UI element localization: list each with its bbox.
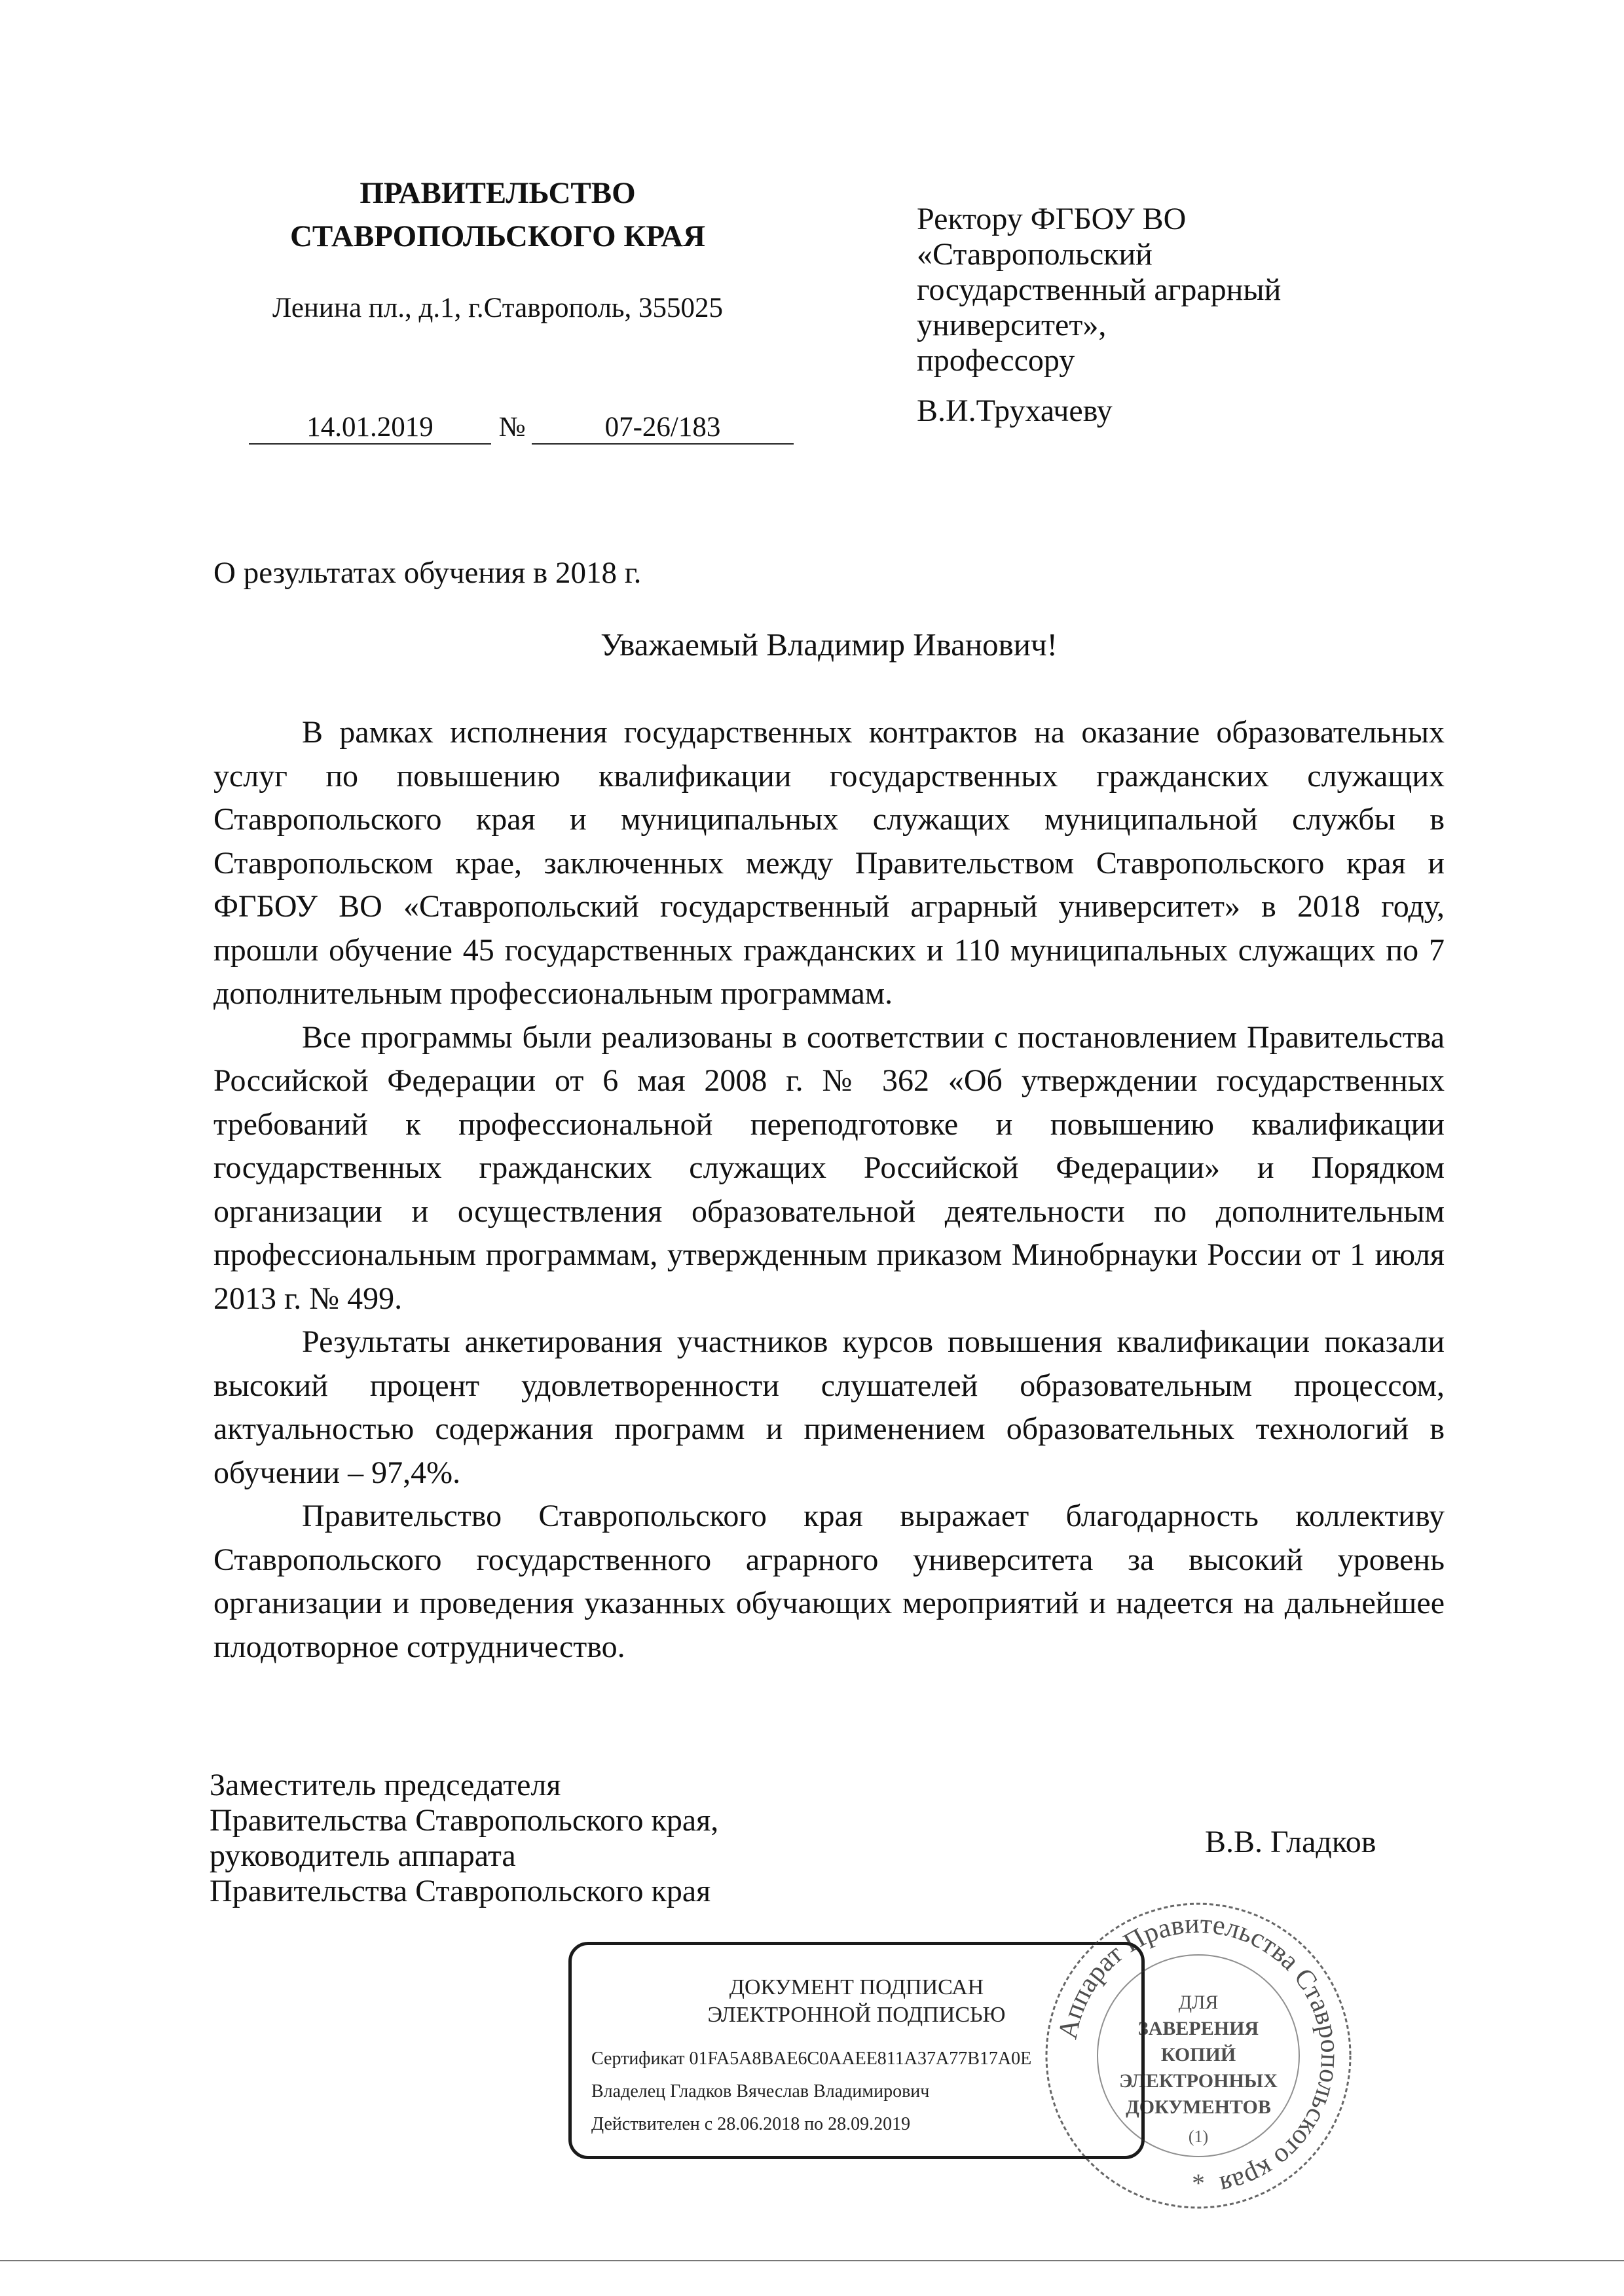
recipient-line: государственный аграрный <box>917 272 1282 307</box>
sender-organization <box>223 172 773 258</box>
body-paragraph: Все программы были реализованы в соответствии с постановлением Правительства Российской Федерации от 6 мая 2008 г. № 362 «Об утверждении государственных требований к профессиональной переподготовке и повышению квалификации государственных гражданских служащих Российской Федерации» и Порядком организации и осуществления образовательной деятельности по дополнительным профессиональным программам, утвержденным приказом Минобрнауки России от 1 июля 2013 г. № 499. <box>213 1019 1445 1316</box>
body-paragraph: Результаты анкетирования участников курсов повышения квалификации показали высокий процент удовлетворенности слушателей образовательным процессом, актуальностью содержания программ и применением образовательных технологий в обучении – 97,4%. <box>213 1324 1445 1490</box>
official-seal <box>1041 1899 1356 2213</box>
recipient-line: профессору <box>917 343 1075 378</box>
sender-address: Ленина пл., д.1, г.Ставрополь, 355025 <box>272 293 724 323</box>
recipient-line: Ректору ФГБОУ ВО <box>917 202 1187 236</box>
number-label: № <box>498 412 526 443</box>
seal-ring-text: Аппарат Правительства Ставропольского края <box>1052 1908 1346 2200</box>
recipient-name: В.И.Трухачеву <box>917 393 1113 428</box>
letter-body <box>213 711 1445 1669</box>
recipient-block <box>917 202 1414 378</box>
esign-owner: Владелец Гладков Вячеслав Владимирович <box>591 2081 930 2102</box>
letter-date: 14.01.2019 <box>249 411 491 445</box>
seal-center-line3: КОПИЙ <box>1160 2044 1236 2066</box>
registration-number: 07-26/183 <box>532 411 794 445</box>
seal-star-icon: * <box>1192 2168 1205 2198</box>
seal-center-line4: ЭЛЕКТРОННЫХ <box>1119 2070 1278 2092</box>
signer-name: В.В. Гладков <box>1205 1825 1376 1859</box>
body-paragraph: В рамках исполнения государственных контрактов на оказание образовательных услуг по повышению квалификации государственных гражданских служащих Ставропольского края и муниципальных служащих муниципальной службы в Ставропольском крае, заключенных между Правительством Ставропольского края и ФГБОУ ВО «Ставропольский государственный аграрный университет» в 2018 году, прошли обучение 45 государственных гражданских и 110 муниципальных служащих по 7 дополнительным профессиональным программам. <box>213 715 1445 1011</box>
signer-position-line: Правительства Ставропольского края, <box>210 1803 719 1838</box>
esign-title-line1: ДОКУМЕНТ ПОДПИСАН <box>729 1975 984 1999</box>
seal-center-line5: ДОКУМЕНТОВ <box>1126 2096 1271 2118</box>
greeting: Уважаемый Владимир Иванович! <box>600 627 1058 663</box>
seal-center-line1: ДЛЯ <box>1178 1992 1219 2013</box>
letter-subject: О результатах обучения в 2018 г. <box>213 556 642 590</box>
recipient-line: университет», <box>917 308 1107 342</box>
signer-position-line: Заместитель председателя <box>210 1768 561 1802</box>
signer-position <box>210 1768 864 1909</box>
signer-position-line: руководитель аппарата <box>210 1838 516 1873</box>
page-bottom-rule <box>0 2260 1624 2261</box>
signer-position-line: Правительства Ставропольского края <box>210 1874 711 1908</box>
body-paragraph: Правительство Ставропольского края выражает благодарность коллективу Ставропольского государственного аграрного университета за высокий уровень организации и проведения указанных обучающих мероприятий и надеется на дальнейшее плодотворное сотрудничество. <box>213 1499 1445 1664</box>
recipient-line: «Ставропольский <box>917 237 1153 272</box>
sender-org-line1: ПРАВИТЕЛЬСТВО <box>360 176 636 210</box>
esign-certificate: Сертификат 01FA5A8BAE6C0AAEE811A37A77B17A0E <box>591 2049 1032 2069</box>
sender-org-line2: СТАВРОПОЛЬСКОГО КРАЯ <box>289 219 706 253</box>
seal-number: (1) <box>1188 2127 1209 2146</box>
esign-title-line2: ЭЛЕКТРОННОЙ ПОДПИСЬЮ <box>707 2003 1006 2027</box>
esign-validity: Действителен с 28.06.2018 по 28.09.2019 <box>591 2114 911 2134</box>
seal-center-line2: ЗАВЕРЕНИЯ <box>1137 2018 1259 2039</box>
